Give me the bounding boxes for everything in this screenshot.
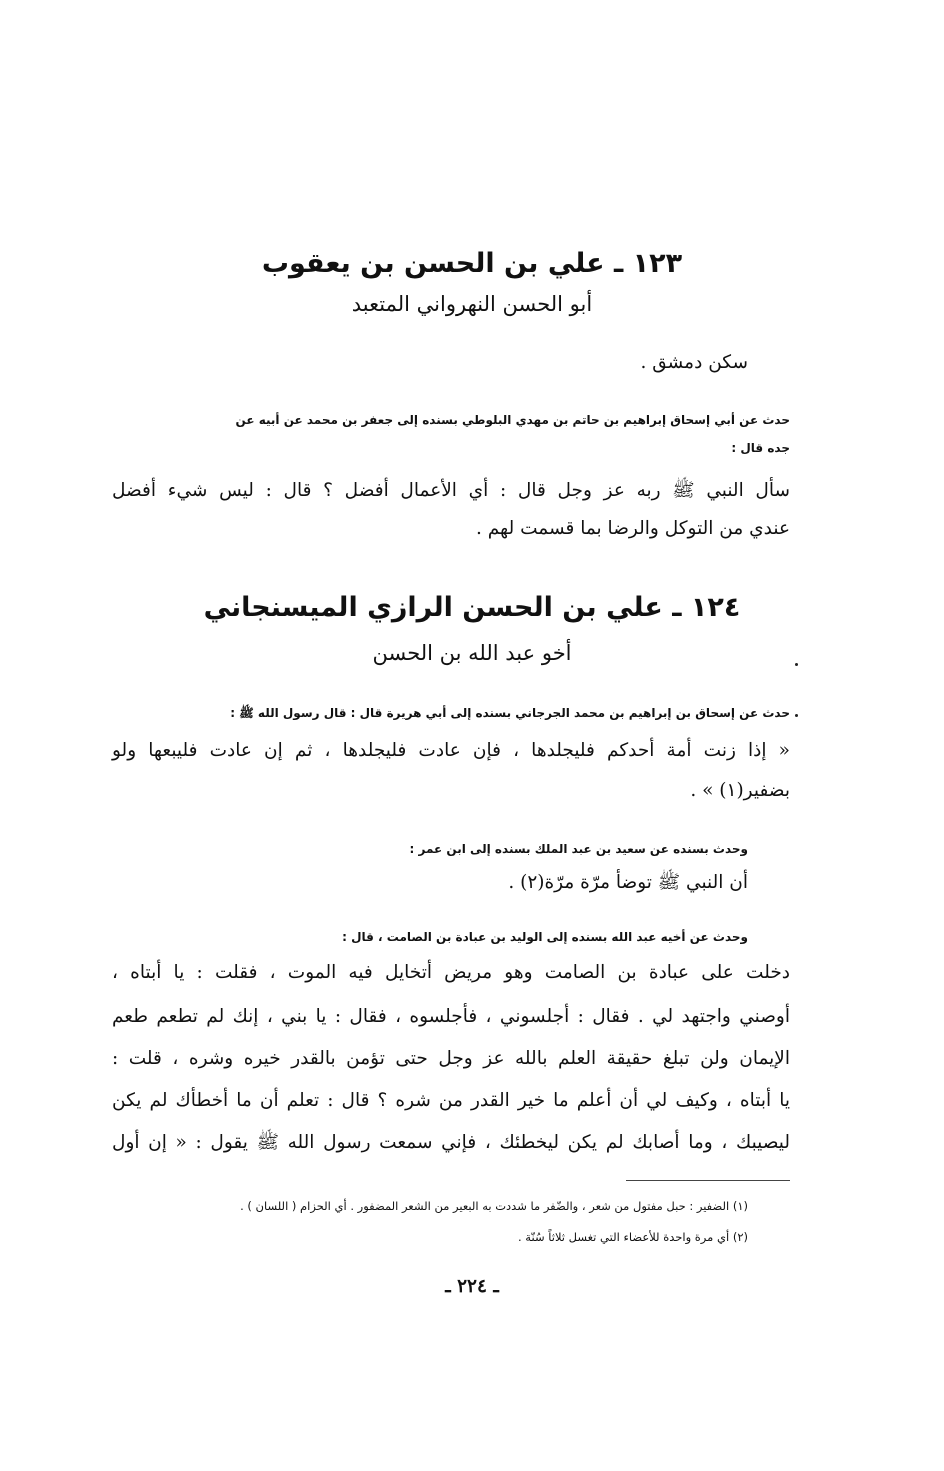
entry-123-subtitle: أبو الحسن النهرواني المتعبد — [351, 292, 593, 316]
entry-124-chain-1: حدث عن إسحاق بن إبراهيم بن محمد الجرجاني بسنده إلى أبي هريرة قال : قال رسول الله ﷺ : — [230, 706, 790, 720]
paragraph-line2: أوصني واجتهد لي . فقال : أجلسوني ، فأجلسوه ، فقال : يا بني ، إنك لم تطعم طعم — [112, 1006, 790, 1027]
entry-123-chain-line1: حدث عن أبي إسحاق إبراهيم بن حاتم بن مهدي البلوطي بسنده إلى جعفر بن محمد عن أبيه عن — [235, 413, 790, 427]
entry-123-intro: سكن دمشق . — [640, 352, 748, 373]
entry-123-text-line2: عندي من التوكل والرضا بما قسمت لهم . — [475, 518, 790, 539]
margin-dot — [795, 663, 798, 666]
entry-123-title: ١٢٣ ـ علي بن الحسن بن يعقوب — [261, 248, 683, 279]
entry-124-subtitle: أخو عبد الله بن الحسن — [372, 641, 572, 665]
entry-123-text-line1: سأل النبي ﷺ ربه عز وجل قال : أي الأعمال أفضل ؟ قال : ليس شيء أفضل — [112, 480, 790, 501]
entry-123-chain-line2: جده قال : — [731, 441, 790, 455]
paragraph-line4: يا أبتاه ، وكيف لي أن أعلم ما خير القدر من شره ؟ قال : تعلم أن ما أخطأك لم يكن — [112, 1090, 790, 1111]
footnote-separator — [626, 1180, 790, 1181]
margin-dot — [795, 714, 798, 717]
hadith-1-line1: « إذا زنت أمة أحدكم فليجلدها ، فإن عادت فليجلدها ، ثم إن عادت فليبعها ولو — [112, 740, 790, 761]
entry-124-chain-3: وحدث عن أخيه عبد الله بسنده إلى الوليد بن عبادة بن الصامت ، قال : — [342, 930, 748, 944]
paragraph-line3: الإيمان ولن تبلغ حقيقة العلم بالله عز وجل حتى تؤمن بالقدر خيره وشره ، قلت : — [112, 1048, 790, 1069]
entry-124-chain-2: وحدث بسنده عن سعيد بن عبد الملك بسنده إلى ابن عمر : — [409, 842, 748, 856]
paragraph-line1: دخلت على عبادة بن الصامت وهو مريض أتخايل فيه الموت ، فقلت : يا أبتاه ، — [112, 962, 790, 983]
hadith-2: أن النبي ﷺ توضأ مرّة مرّة(٢) . — [508, 872, 748, 893]
paragraph-line5: ليصيبك ، وما أصابك لم يكن ليخطئك ، فإني سمعت رسول الله ﷺ يقول : « إن أول — [112, 1132, 790, 1153]
footnote-2: (٢) أي مرة واحدة للأعضاء التي تغسل ثلاثاً سُنّة . — [518, 1230, 748, 1244]
page-number: ـ ٢٢٤ ـ — [445, 1276, 499, 1297]
footnote-1: (١) الضفير : حبل مفتول من شعر ، والضّفر ما شددت به البعير من الشعر المضفور . أي الحزام ( اللسان ) . — [240, 1199, 748, 1213]
hadith-1-line2: بضفير(١) » . — [690, 780, 790, 801]
entry-124-title: ١٢٤ ـ علي بن الحسن الرازي الميسنجاني — [203, 592, 741, 623]
